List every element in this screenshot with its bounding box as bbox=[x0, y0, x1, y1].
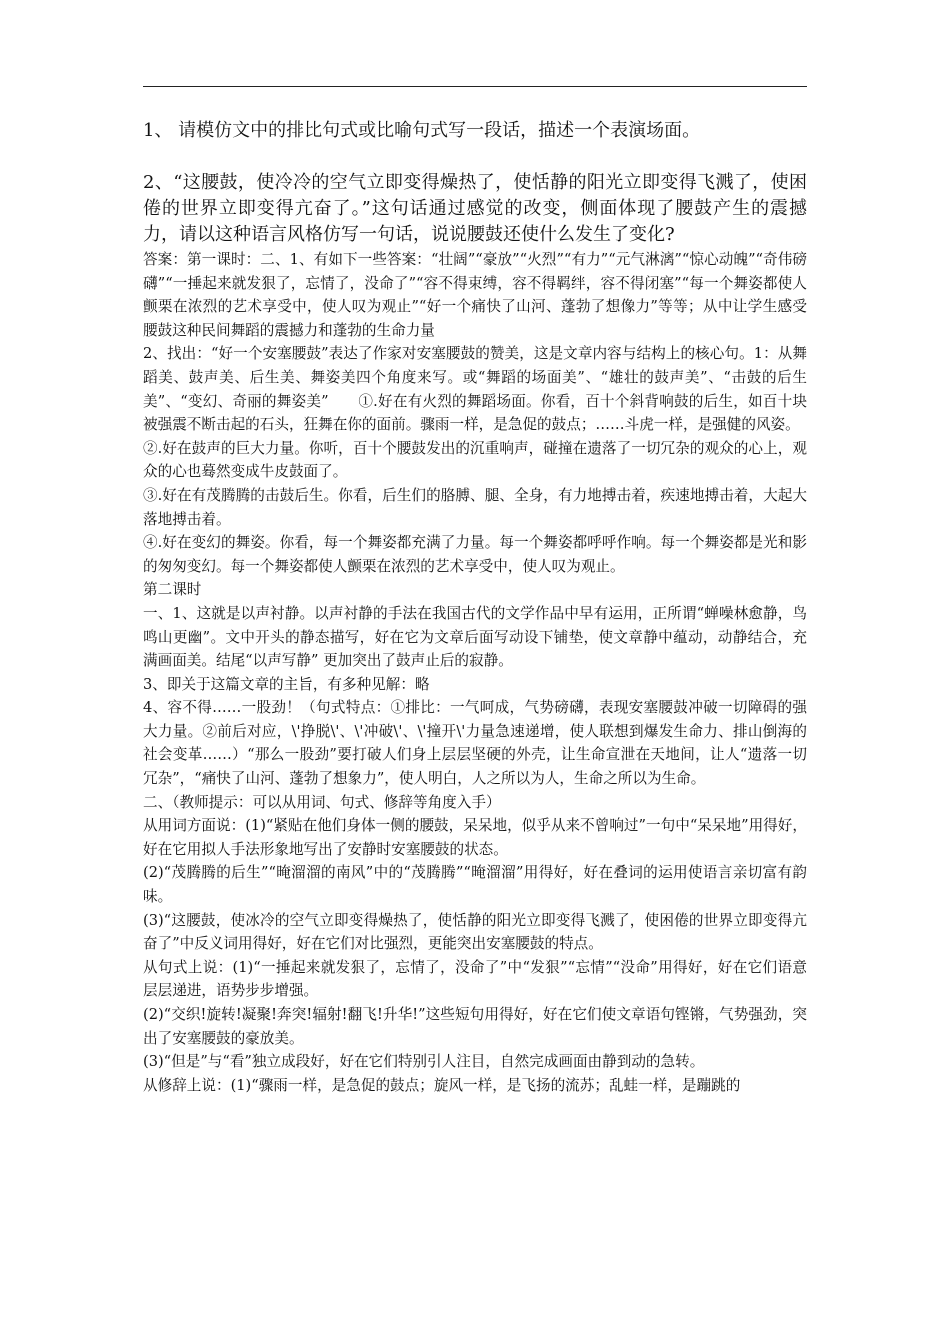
answer-paragraph: 从用词方面说：(1)“紧贴在他们身体一侧的腰鼓，呆呆地，似乎从来不曾响过”一句中“呆呆地”用得好，好在它用拟人手法形象地写出了安静时安塞腰鼓的状态。 bbox=[143, 817, 807, 858]
document-body bbox=[143, 118, 807, 1097]
answer-paragraph: (3)“这腰鼓，使冰冷的空气立即变得燥热了，使恬静的阳光立即变得飞溅了，使困倦的世界立即变得亢奋了”中反义词用得好，好在它们对比强烈，更能突出安塞腰鼓的特点。 bbox=[143, 911, 807, 953]
answer-paragraph: 一、1、这就是以声衬静。以声衬静的手法在我国古代的文学作品中早有运用，正所谓“蝉噪林愈静，鸟鸣山更幽”。文中开头的静态描写，好在它为文章后面写动设下铺垫，使文章静中蕴动，动静结合，充满画面美。结尾“以声写静” 更加突出了鼓声止后的寂静。 bbox=[143, 604, 807, 670]
header-rule bbox=[143, 86, 807, 87]
answer-paragraph: 从修辞上说：(1)“骤雨一样，是急促的鼓点；旋风一样，是飞扬的流苏；乱蛙一样，是蹦跳的 bbox=[143, 1076, 741, 1094]
question-2: 2、“这腰鼓，使冷冷的空气立即变得燥热了，使恬静的阳光立即变得飞溅了，使困倦的世界立即变得亢奋了。”这句话通过感觉的改变，侧面体现了腰鼓产生的震撼力，请以这种语言风格仿写一句话，说说腰鼓还使什么发生了变化? bbox=[143, 172, 807, 245]
answer-paragraph: 4、容不得……一股劲！（句式特点：①排比：一气呵成，气势磅礴，表现安塞腰鼓冲破一切障碍的强大力量。②前后对应，\'挣脱\'、\'冲破\'、\'撞开\'力量急速递增，使人联想到爆发生命力、排山倒海的社会变革……）“那么一股劲”要打破人们身上层层坚硬的外壳，让生命宣泄在天地间，让人“遗落一切冗杂”，“痛快了山河、蓬勃了想象力”，使人明白，人之所以为人，生命之所以为生命。 bbox=[143, 699, 807, 788]
answer-paragraph: 从句式上说：(1)“一捶起来就发狠了，忘情了，没命了”中“发狠”“忘情”“没命”用得好，好在它们语意层层递进，语势步步增强。 bbox=[143, 958, 807, 1000]
answer-paragraph: ④.好在变幻的舞姿。你看，每一个舞姿都充满了力量。每一个舞姿都呼呼作响。每一个舞姿都是光和影的匆匆变幻。每一个舞姿都使人颤栗在浓烈的艺术享受中，使人叹为观止。 bbox=[143, 534, 807, 575]
answer-paragraph: (2)“茂腾腾的后生”“晻溜溜的南风”中的“茂腾腾”“晻溜溜”用得好，好在叠词的运用使语言亲切富有韵味。 bbox=[143, 864, 807, 906]
section-heading: 第二课时 bbox=[143, 581, 202, 599]
question-1: 1、 请模仿文中的排比句式或比喻句式写一段话，描述一个表演场面。 bbox=[143, 120, 701, 141]
answer-paragraph: 3、即关于这篇文章的主旨，有多种见解：略 bbox=[143, 675, 430, 693]
answer-paragraph: 答案：第一课时：二、1、有如下一些答案：“壮阔”“豪放”“火烈”“有力”“元气淋漓”“惊心动魄”“奇伟磅礴”“一捶起来就发狠了，忘情了，没命了”“容不得束缚，容不得羁绊，容不得闭塞”“每一个舞姿都使人颤栗在浓烈的艺术享受中，使人叹为观止”“好一个痛快了山河、蓬勃了想像力”等等；从中让学生感受腰鼓这种民间舞蹈的震撼力和蓬勃的生命力量 bbox=[143, 251, 807, 339]
answer-paragraph: (3)“但是”与“看”独立成段好，好在它们特别引人注目，自然完成画面由静到动的急转。 bbox=[143, 1053, 705, 1071]
answer-paragraph: ②.好在鼓声的巨大力量。你听，百十个腰鼓发出的沉重响声，碰撞在遗落了一切冗杂的观众的心上，观众的心也蓦然变成牛皮鼓面了。 bbox=[143, 439, 807, 481]
answer-paragraph: ③.好在有茂腾腾的击鼓后生。你看，后生们的胳膊、腿、全身，有力地搏击着，疾速地搏击着，大起大落地搏击着。 bbox=[143, 486, 807, 528]
answer-paragraph: (2)“交织!旋转!凝聚!奔突!辐射!翻飞!升华!”这些短句用得好，好在它们使文章语句铿锵，气势强劲，突出了安塞腰鼓的豪放美。 bbox=[143, 1006, 807, 1047]
answer-paragraph: 2、找出：“好一个安塞腰鼓”表达了作家对安塞腰鼓的赞美，这是文章内容与结构上的核心句。1：从舞蹈美、鼓声美、后生美、舞姿美四个角度来写。或“舞蹈的场面美”、“雄壮的鼓声美”、“击鼓的后生美”、“变幻、奇丽的舞姿美” ①.好在有火烈的舞蹈场面。你看，百十个斜背响鼓的后生，如百十块被强震不断击起的石头，狂舞在你的面前。骤雨一样，是急促的鼓点；……斗虎一样，是强健的风姿。 bbox=[143, 345, 807, 434]
answer-paragraph: 二、（教师提示：可以从用词、句式、修辞等角度入手） bbox=[143, 793, 501, 811]
